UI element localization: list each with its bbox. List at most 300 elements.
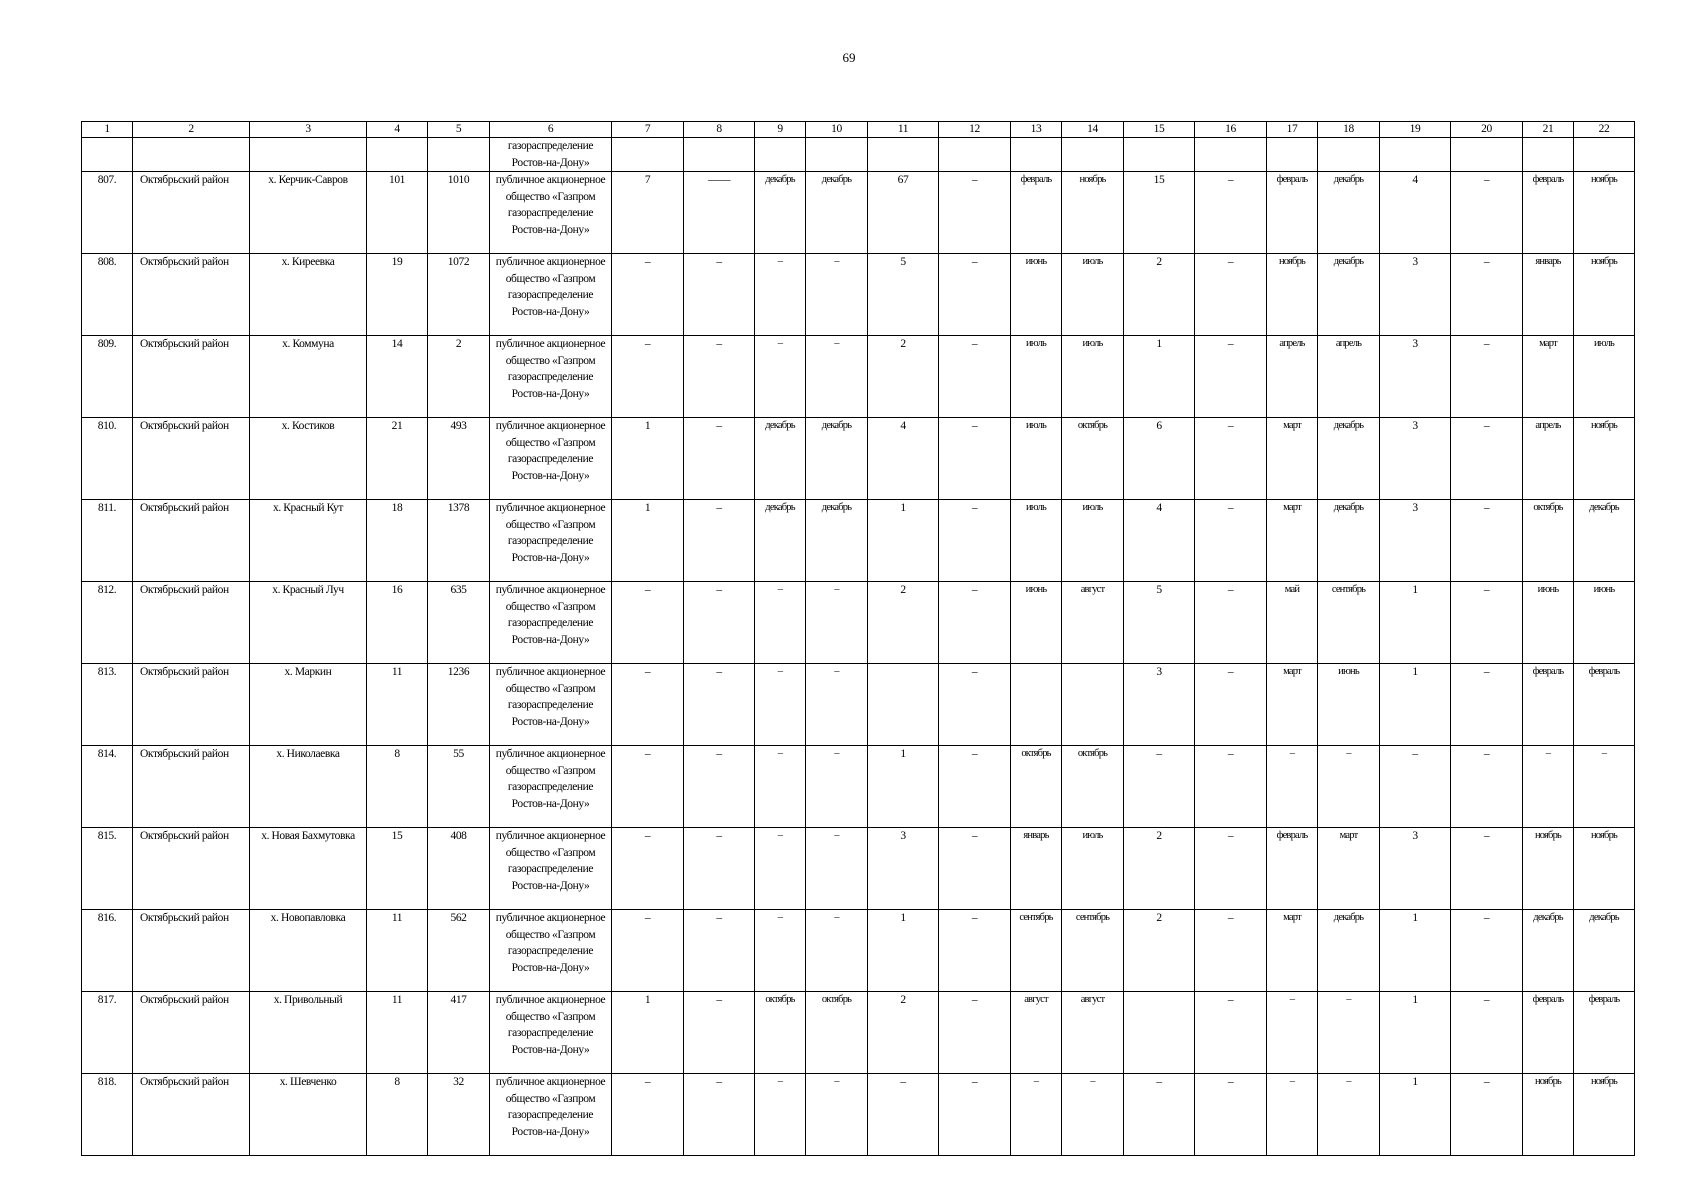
cell-col-2: Октябрьский район <box>133 418 250 500</box>
cell-col-2: Октябрьский район <box>133 336 250 418</box>
cell-col-9: – <box>755 664 806 746</box>
cell-col-19: 1 <box>1380 910 1451 992</box>
cell-col-14: август <box>1062 582 1124 664</box>
cell-col-14 <box>1062 138 1124 172</box>
cell-col-15 <box>1124 992 1195 1074</box>
cell-col-16: – <box>1195 172 1267 254</box>
cell-col-21: февраль <box>1523 664 1574 746</box>
cell-col-1: 816. <box>82 910 133 992</box>
cell-col-1 <box>82 138 133 172</box>
cell-col-14: июль <box>1062 500 1124 582</box>
cell-col-20: – <box>1451 828 1523 910</box>
cell-col-5: 1072 <box>428 254 490 336</box>
cell-col-2: Октябрьский район <box>133 254 250 336</box>
cell-col-22: ноябрь <box>1574 418 1635 500</box>
cell-col-6: публичное акционерное общество «Газпром газораспределение Ростов-на-Дону» <box>490 418 612 500</box>
cell-col-3 <box>250 138 367 172</box>
cell-col-14: июль <box>1062 336 1124 418</box>
cell-col-15: 2 <box>1124 254 1195 336</box>
cell-col-20: – <box>1451 746 1523 828</box>
cell-col-5: 417 <box>428 992 490 1074</box>
cell-col-20 <box>1451 138 1523 172</box>
cell-col-16: – <box>1195 664 1267 746</box>
cell-col-1: 811. <box>82 500 133 582</box>
cell-col-17: ноябрь <box>1267 254 1318 336</box>
cell-col-17: – <box>1267 746 1318 828</box>
cell-col-9: – <box>755 336 806 418</box>
cell-col-16 <box>1195 138 1267 172</box>
column-number-3: 3 <box>250 122 367 138</box>
cell-col-3: х. Киреевка <box>250 254 367 336</box>
column-number-21: 21 <box>1523 122 1574 138</box>
cell-col-10: – <box>806 910 868 992</box>
cell-col-10: декабрь <box>806 418 868 500</box>
cell-col-4: 15 <box>367 828 428 910</box>
cell-col-20: – <box>1451 172 1523 254</box>
cell-col-15: 2 <box>1124 910 1195 992</box>
cell-col-9: декабрь <box>755 418 806 500</box>
cell-col-12: – <box>939 992 1011 1074</box>
cell-col-18: апрель <box>1318 336 1380 418</box>
cell-col-13: октябрь <box>1011 746 1062 828</box>
cell-col-18: декабрь <box>1318 910 1380 992</box>
cell-col-10: – <box>806 664 868 746</box>
cell-col-19: 1 <box>1380 992 1451 1074</box>
cell-col-20: – <box>1451 992 1523 1074</box>
cell-col-12 <box>939 138 1011 172</box>
cell-col-10: – <box>806 582 868 664</box>
cell-col-10: – <box>806 828 868 910</box>
cell-col-19: – <box>1380 746 1451 828</box>
cell-col-17: февраль <box>1267 828 1318 910</box>
cell-col-22: декабрь <box>1574 910 1635 992</box>
cell-col-10: октябрь <box>806 992 868 1074</box>
cell-col-11: 1 <box>868 500 939 582</box>
cell-col-7 <box>612 138 684 172</box>
cell-col-19: 4 <box>1380 172 1451 254</box>
cell-col-11: 67 <box>868 172 939 254</box>
cell-col-9: – <box>755 828 806 910</box>
cell-col-15: – <box>1124 1074 1195 1156</box>
cell-col-6: публичное акционерное общество «Газпром газораспределение Ростов-на-Дону» <box>490 828 612 910</box>
table-row <box>82 254 1635 336</box>
cell-col-18: – <box>1318 992 1380 1074</box>
table-row <box>82 418 1635 500</box>
cell-col-10: декабрь <box>806 172 868 254</box>
cell-col-3: х. Красный Кут <box>250 500 367 582</box>
cell-col-18 <box>1318 138 1380 172</box>
cell-col-21: ноябрь <box>1523 1074 1574 1156</box>
page-number: 69 <box>842 50 856 65</box>
cell-col-21: январь <box>1523 254 1574 336</box>
cell-col-8: – <box>684 254 755 336</box>
column-number-4: 4 <box>367 122 428 138</box>
cell-col-17: март <box>1267 500 1318 582</box>
column-number-14: 14 <box>1062 122 1124 138</box>
cell-col-22: ноябрь <box>1574 254 1635 336</box>
cell-col-8: – <box>684 992 755 1074</box>
cell-col-2: Октябрьский район <box>133 910 250 992</box>
cell-col-22: июль <box>1574 336 1635 418</box>
cell-col-4: 18 <box>367 500 428 582</box>
cell-col-16: – <box>1195 418 1267 500</box>
cell-col-22: ноябрь <box>1574 1074 1635 1156</box>
cell-col-20: – <box>1451 664 1523 746</box>
cell-col-20: – <box>1451 500 1523 582</box>
column-number-20: 20 <box>1451 122 1523 138</box>
cell-col-20: – <box>1451 910 1523 992</box>
cell-col-15: 6 <box>1124 418 1195 500</box>
cell-col-13: июнь <box>1011 582 1062 664</box>
cell-col-7: – <box>612 664 684 746</box>
table-row <box>82 1074 1635 1156</box>
column-number-18: 18 <box>1318 122 1380 138</box>
cell-col-4: 16 <box>367 582 428 664</box>
cell-col-2: Октябрьский район <box>133 1074 250 1156</box>
column-number-5: 5 <box>428 122 490 138</box>
cell-col-2: Октябрьский район <box>133 172 250 254</box>
cell-col-11: 3 <box>868 828 939 910</box>
cell-col-19: 3 <box>1380 254 1451 336</box>
table-row <box>82 582 1635 664</box>
cell-col-18: декабрь <box>1318 500 1380 582</box>
cell-col-19: 3 <box>1380 828 1451 910</box>
cell-col-1: 814. <box>82 746 133 828</box>
table-row <box>82 910 1635 992</box>
cell-col-21: июнь <box>1523 582 1574 664</box>
cell-col-7: 1 <box>612 418 684 500</box>
cell-col-14: август <box>1062 992 1124 1074</box>
cell-col-21: ноябрь <box>1523 828 1574 910</box>
cell-col-13 <box>1011 664 1062 746</box>
cell-col-11: 5 <box>868 254 939 336</box>
cell-col-13: июнь <box>1011 254 1062 336</box>
cell-col-19: 1 <box>1380 1074 1451 1156</box>
cell-col-1: 817. <box>82 992 133 1074</box>
cell-col-18: декабрь <box>1318 418 1380 500</box>
cell-col-12: – <box>939 254 1011 336</box>
cell-col-10: – <box>806 1074 868 1156</box>
cell-col-22: декабрь <box>1574 500 1635 582</box>
cell-col-19 <box>1380 138 1451 172</box>
cell-col-4: 11 <box>367 910 428 992</box>
cell-col-1: 813. <box>82 664 133 746</box>
cell-col-6: публичное акционерное общество «Газпром газораспределение Ростов-на-Дону» <box>490 500 612 582</box>
cell-col-16: – <box>1195 910 1267 992</box>
cell-col-2: Октябрьский район <box>133 828 250 910</box>
cell-col-8: – <box>684 418 755 500</box>
cell-col-12: – <box>939 664 1011 746</box>
cell-col-4: 14 <box>367 336 428 418</box>
cell-col-15: 15 <box>1124 172 1195 254</box>
cell-col-18: сентябрь <box>1318 582 1380 664</box>
cell-col-17: – <box>1267 1074 1318 1156</box>
cell-col-13: январь <box>1011 828 1062 910</box>
cell-col-3: х. Николаевка <box>250 746 367 828</box>
cell-col-5: 635 <box>428 582 490 664</box>
cell-col-13: июль <box>1011 500 1062 582</box>
column-number-7: 7 <box>612 122 684 138</box>
cell-col-14: октябрь <box>1062 746 1124 828</box>
cell-col-8: – <box>684 1074 755 1156</box>
cell-col-17 <box>1267 138 1318 172</box>
cell-col-11 <box>868 138 939 172</box>
cell-col-13 <box>1011 138 1062 172</box>
cell-col-15 <box>1124 138 1195 172</box>
cell-col-16: – <box>1195 254 1267 336</box>
cell-col-21: декабрь <box>1523 910 1574 992</box>
cell-col-3: х. Привольный <box>250 992 367 1074</box>
cell-col-6: публичное акционерное общество «Газпром газораспределение Ростов-на-Дону» <box>490 336 612 418</box>
cell-col-5: 562 <box>428 910 490 992</box>
cell-col-18: – <box>1318 746 1380 828</box>
table-row <box>82 746 1635 828</box>
column-number-19: 19 <box>1380 122 1451 138</box>
cell-col-8: – <box>684 336 755 418</box>
cell-col-16: – <box>1195 336 1267 418</box>
cell-col-18: июнь <box>1318 664 1380 746</box>
cell-col-14: – <box>1062 1074 1124 1156</box>
cell-col-4: 8 <box>367 1074 428 1156</box>
cell-col-16: – <box>1195 992 1267 1074</box>
cell-col-6: публичное акционерное общество «Газпром газораспределение Ростов-на-Дону» <box>490 992 612 1074</box>
cell-col-7: – <box>612 828 684 910</box>
cell-col-5: 55 <box>428 746 490 828</box>
column-number-1: 1 <box>82 122 133 138</box>
cell-col-15: 1 <box>1124 336 1195 418</box>
table-row <box>82 992 1635 1074</box>
column-number-10: 10 <box>806 122 868 138</box>
cell-col-20: – <box>1451 582 1523 664</box>
cell-col-2: Октябрьский район <box>133 664 250 746</box>
cell-col-18: март <box>1318 828 1380 910</box>
cell-col-12: – <box>939 746 1011 828</box>
cell-col-19: 1 <box>1380 664 1451 746</box>
cell-col-8: – <box>684 582 755 664</box>
cell-col-1: 807. <box>82 172 133 254</box>
cell-col-2: Октябрьский район <box>133 992 250 1074</box>
cell-col-8 <box>684 138 755 172</box>
column-number-6: 6 <box>490 122 612 138</box>
cell-col-21: март <box>1523 336 1574 418</box>
cell-col-8: —— <box>684 172 755 254</box>
cell-col-4: 19 <box>367 254 428 336</box>
cell-col-5: 1236 <box>428 664 490 746</box>
cell-col-7: 1 <box>612 500 684 582</box>
cell-col-12: – <box>939 418 1011 500</box>
cell-col-22: ноябрь <box>1574 828 1635 910</box>
cell-col-8: – <box>684 664 755 746</box>
cell-col-22 <box>1574 138 1635 172</box>
cell-col-6: газораспределение Ростов-на-Дону» <box>490 138 612 172</box>
cell-col-8: – <box>684 746 755 828</box>
cell-col-12: – <box>939 1074 1011 1156</box>
cell-col-7: – <box>612 746 684 828</box>
column-number-11: 11 <box>868 122 939 138</box>
cell-col-11: 1 <box>868 910 939 992</box>
cell-col-15: 5 <box>1124 582 1195 664</box>
cell-col-8: – <box>684 500 755 582</box>
cell-col-2: Октябрьский район <box>133 746 250 828</box>
cell-col-22: – <box>1574 746 1635 828</box>
cell-col-5: 1010 <box>428 172 490 254</box>
cell-col-3: х. Новая Бахмутовка <box>250 828 367 910</box>
cell-col-18: декабрь <box>1318 254 1380 336</box>
cell-col-10: декабрь <box>806 500 868 582</box>
cell-col-8: – <box>684 828 755 910</box>
cell-col-21: февраль <box>1523 992 1574 1074</box>
cell-col-11: 4 <box>868 418 939 500</box>
cell-col-16: – <box>1195 582 1267 664</box>
cell-col-22: ноябрь <box>1574 172 1635 254</box>
cell-col-5: 2 <box>428 336 490 418</box>
cell-col-9: – <box>755 582 806 664</box>
cell-col-14: сентябрь <box>1062 910 1124 992</box>
cell-col-8: – <box>684 910 755 992</box>
cell-col-14: июль <box>1062 254 1124 336</box>
cell-col-19: 3 <box>1380 500 1451 582</box>
cell-col-5 <box>428 138 490 172</box>
cell-col-13: июль <box>1011 418 1062 500</box>
cell-col-17: март <box>1267 664 1318 746</box>
cell-col-7: – <box>612 582 684 664</box>
cell-col-17: апрель <box>1267 336 1318 418</box>
cell-col-9: – <box>755 910 806 992</box>
cell-col-1: 809. <box>82 336 133 418</box>
cell-col-21: октябрь <box>1523 500 1574 582</box>
cell-col-4: 101 <box>367 172 428 254</box>
cell-col-7: – <box>612 336 684 418</box>
cell-col-6: публичное акционерное общество «Газпром газораспределение Ростов-на-Дону» <box>490 254 612 336</box>
cell-col-1: 812. <box>82 582 133 664</box>
cell-col-3: х. Костиков <box>250 418 367 500</box>
cell-col-6: публичное акционерное общество «Газпром газораспределение Ростов-на-Дону» <box>490 746 612 828</box>
cell-col-16: – <box>1195 746 1267 828</box>
column-number-22: 22 <box>1574 122 1635 138</box>
cell-col-9 <box>755 138 806 172</box>
cell-col-22: февраль <box>1574 664 1635 746</box>
cell-col-1: 810. <box>82 418 133 500</box>
cell-col-10 <box>806 138 868 172</box>
cell-col-11: 2 <box>868 582 939 664</box>
cell-col-20: – <box>1451 418 1523 500</box>
cell-col-16: – <box>1195 500 1267 582</box>
cell-col-14: октябрь <box>1062 418 1124 500</box>
cell-col-22: февраль <box>1574 992 1635 1074</box>
cell-col-11: 2 <box>868 336 939 418</box>
cell-col-2: Октябрьский район <box>133 500 250 582</box>
cell-col-13: август <box>1011 992 1062 1074</box>
column-number-13: 13 <box>1011 122 1062 138</box>
cell-col-11: – <box>868 1074 939 1156</box>
cell-col-12: – <box>939 500 1011 582</box>
cell-col-2: Октябрьский район <box>133 582 250 664</box>
cell-col-17: – <box>1267 992 1318 1074</box>
cell-col-6: публичное акционерное общество «Газпром газораспределение Ростов-на-Дону» <box>490 582 612 664</box>
cell-col-4: 11 <box>367 664 428 746</box>
cell-col-19: 3 <box>1380 418 1451 500</box>
cell-col-19: 3 <box>1380 336 1451 418</box>
gasification-schedule-table <box>81 121 1635 1156</box>
cell-col-6: публичное акционерное общество «Газпром газораспределение Ростов-на-Дону» <box>490 664 612 746</box>
cell-col-11 <box>868 664 939 746</box>
cell-col-9: декабрь <box>755 500 806 582</box>
cell-col-15: – <box>1124 746 1195 828</box>
cell-col-13: июль <box>1011 336 1062 418</box>
cell-col-13: – <box>1011 1074 1062 1156</box>
column-number-15: 15 <box>1124 122 1195 138</box>
cell-col-2 <box>133 138 250 172</box>
table-row <box>82 828 1635 910</box>
cell-col-18: декабрь <box>1318 172 1380 254</box>
table-body <box>82 138 1635 1156</box>
cell-col-6: публичное акционерное общество «Газпром газораспределение Ростов-на-Дону» <box>490 172 612 254</box>
cell-col-9: – <box>755 746 806 828</box>
cell-col-4: 11 <box>367 992 428 1074</box>
cell-col-9: октябрь <box>755 992 806 1074</box>
cell-col-22: июнь <box>1574 582 1635 664</box>
cell-col-21: – <box>1523 746 1574 828</box>
cell-col-7: – <box>612 254 684 336</box>
cell-col-10: – <box>806 336 868 418</box>
cell-col-3: х. Красный Луч <box>250 582 367 664</box>
column-number-row <box>82 122 1635 138</box>
cell-col-4 <box>367 138 428 172</box>
cell-col-11: 1 <box>868 746 939 828</box>
cell-col-10: – <box>806 746 868 828</box>
cell-col-14 <box>1062 664 1124 746</box>
cell-col-18: – <box>1318 1074 1380 1156</box>
table-row <box>82 664 1635 746</box>
cell-col-21 <box>1523 138 1574 172</box>
cell-col-13: сентябрь <box>1011 910 1062 992</box>
cell-col-21: апрель <box>1523 418 1574 500</box>
cell-col-4: 21 <box>367 418 428 500</box>
cell-col-16: – <box>1195 828 1267 910</box>
cell-col-4: 8 <box>367 746 428 828</box>
continuation-row <box>82 138 1635 172</box>
cell-col-9: – <box>755 254 806 336</box>
cell-col-17: март <box>1267 418 1318 500</box>
cell-col-1: 808. <box>82 254 133 336</box>
cell-col-3: х. Шевченко <box>250 1074 367 1156</box>
cell-col-5: 32 <box>428 1074 490 1156</box>
cell-col-7: 1 <box>612 992 684 1074</box>
cell-col-12: – <box>939 336 1011 418</box>
cell-col-20: – <box>1451 254 1523 336</box>
cell-col-14: июль <box>1062 828 1124 910</box>
cell-col-12: – <box>939 172 1011 254</box>
table-row <box>82 172 1635 254</box>
cell-col-14: ноябрь <box>1062 172 1124 254</box>
cell-col-5: 1378 <box>428 500 490 582</box>
table-row <box>82 336 1635 418</box>
cell-col-20: – <box>1451 1074 1523 1156</box>
cell-col-5: 408 <box>428 828 490 910</box>
cell-col-16: – <box>1195 1074 1267 1156</box>
cell-col-6: публичное акционерное общество «Газпром газораспределение Ростов-на-Дону» <box>490 1074 612 1156</box>
cell-col-10: – <box>806 254 868 336</box>
cell-col-12: – <box>939 910 1011 992</box>
column-number-17: 17 <box>1267 122 1318 138</box>
column-number-16: 16 <box>1195 122 1267 138</box>
cell-col-5: 493 <box>428 418 490 500</box>
cell-col-17: февраль <box>1267 172 1318 254</box>
cell-col-11: 2 <box>868 992 939 1074</box>
cell-col-15: 4 <box>1124 500 1195 582</box>
cell-col-6: публичное акционерное общество «Газпром газораспределение Ростов-на-Дону» <box>490 910 612 992</box>
cell-col-9: декабрь <box>755 172 806 254</box>
